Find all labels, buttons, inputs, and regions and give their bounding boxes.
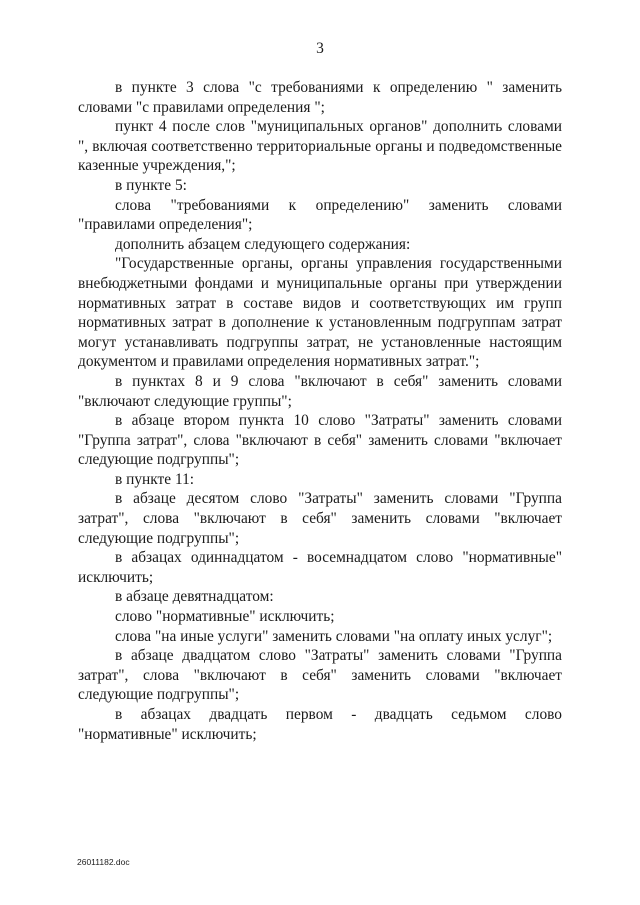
paragraph: в абзацах двадцать первом - двадцать седьмом слово "нормативные" исключить; (78, 706, 562, 743)
paragraph: в абзаце десятом слово "Затраты" заменить словами "Группа затрат", слова "включают в себя" заменить словами "включает следующие подгруппы"; (78, 490, 562, 547)
paragraph: пункт 4 после слов "муниципальных органов" дополнить словами ", включая соответственно территориальные органы и подведомственные казенные учреждения,"; (78, 118, 562, 175)
paragraph: в пунктах 8 и 9 слова "включают в себя" заменить словами "включают следующие группы"; (78, 372, 562, 410)
paragraph: слова "на иные услуги" заменить словами "на оплату иных услуг"; (115, 627, 553, 645)
paragraph: в пункте 11: (115, 470, 195, 488)
footer-filename: 26011182.doc (77, 857, 130, 867)
paragraph: в пункте 5: (115, 176, 187, 194)
paragraph: в абзацах одиннадцатом - восемнадцатом слово "нормативные" исключить; (78, 549, 562, 586)
paragraph: в абзаце втором пункта 10 слово "Затраты" заменить словами "Группа затрат", слова "включают в себя" заменить словами "включает следующие подгруппы"; (78, 412, 562, 469)
paragraph: в абзаце двадцатом слово "Затраты" заменить словами "Группа затрат", слова "включают в себя" заменить словами "включает следующие подгруппы"; (78, 647, 562, 704)
paragraph: "Государственные органы, органы управления государственными внебюджетными фондами и муниципальные органы при утверждении нормативных затрат в составе видов и соответствующих им групп нормативных затрат в дополнение к установленным подгруппам затрат могут устанавливать подгруппы затрат, не установленные настоящим документом и правилами определения нормативных затрат."; (78, 255, 562, 371)
paragraph: в абзаце девятнадцатом: (115, 588, 274, 606)
paragraph: слова "требованиями к определению" заменить словами "правилами определения"; (78, 196, 562, 234)
page-number: 3 (316, 40, 324, 57)
paragraph: слово "нормативные" исключить; (115, 608, 335, 626)
paragraph: в пункте 3 слова "с требованиями к определению " заменить словами "с правилами определения "; (78, 79, 562, 116)
paragraph: дополнить абзацем следующего содержания: (115, 235, 411, 253)
document-body (78, 78, 562, 744)
